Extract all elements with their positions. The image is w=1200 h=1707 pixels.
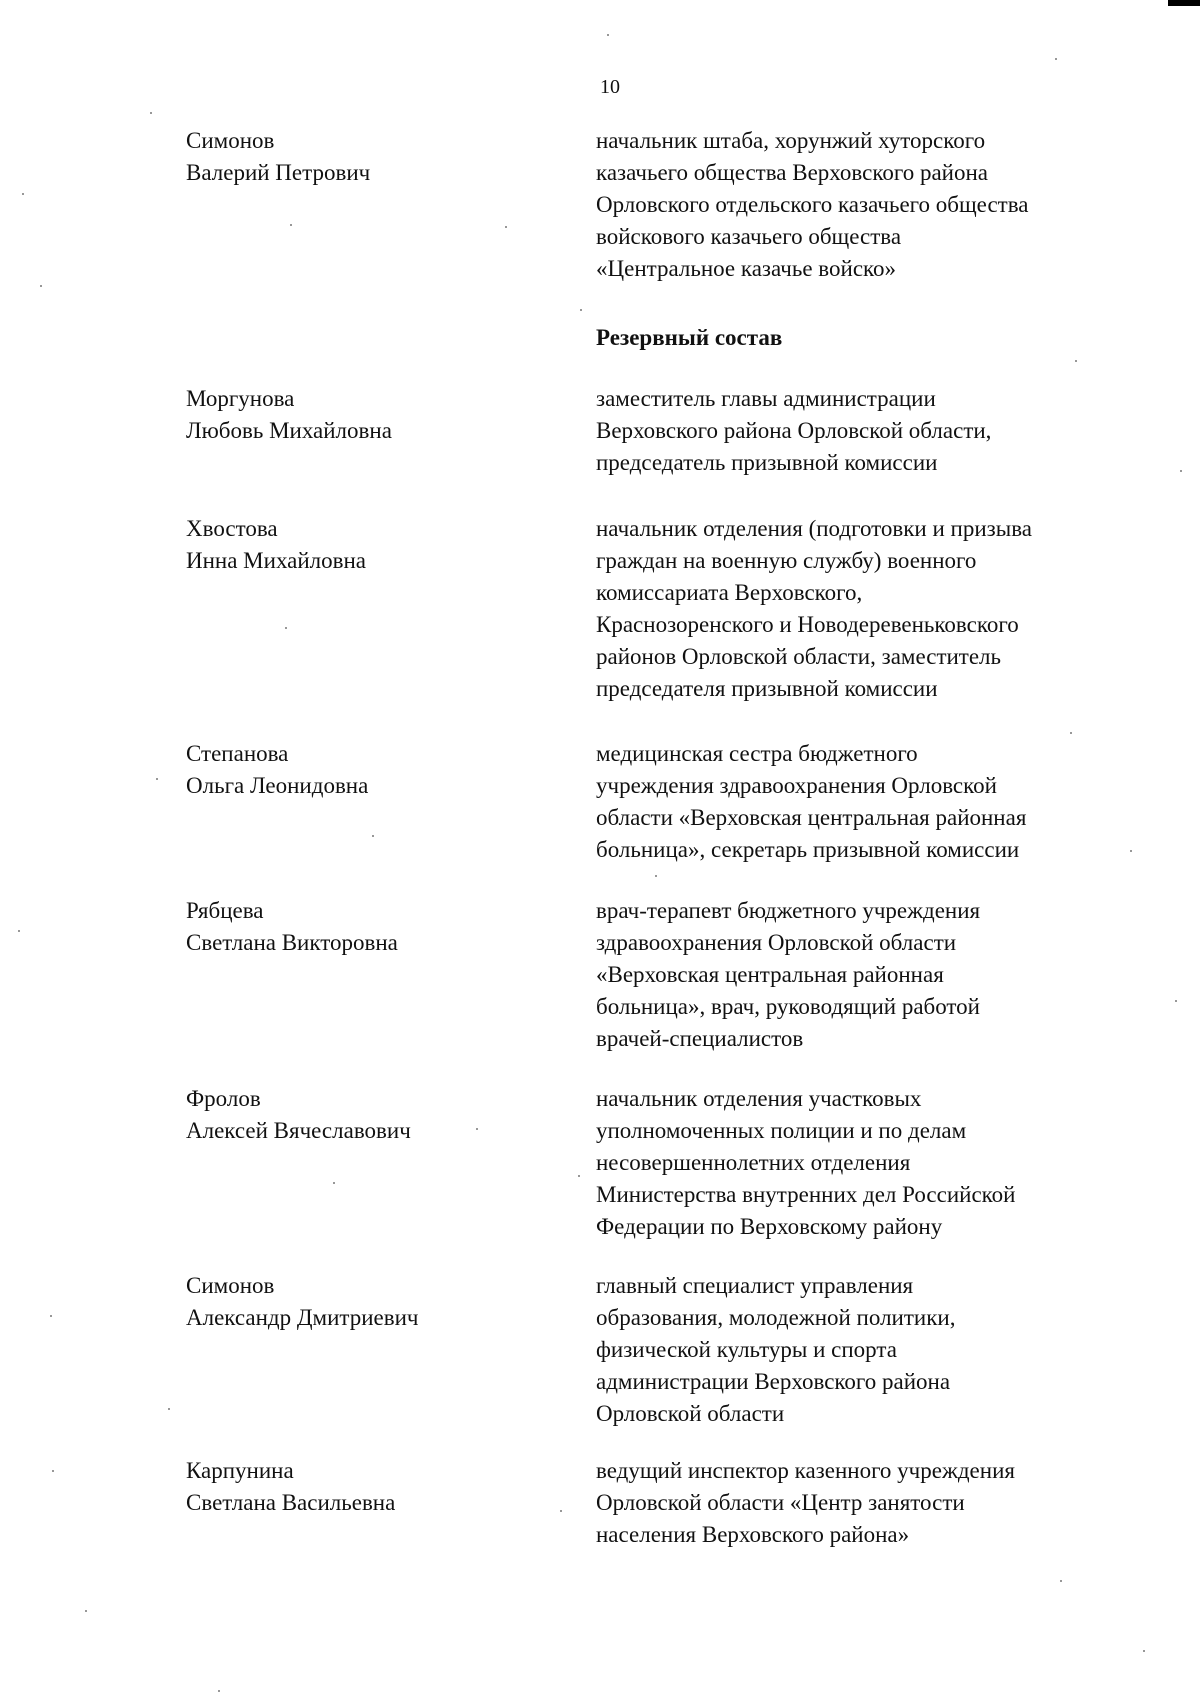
role-line: заместитель главы администрации [596, 386, 936, 411]
member-name [186, 1083, 566, 1147]
role-line: медицинская сестра бюджетного [596, 741, 918, 766]
scan-speck [372, 835, 374, 837]
surname: Степанова [186, 741, 289, 766]
scan-speck [578, 1175, 580, 1177]
member-name [186, 738, 566, 802]
scan-speck [1180, 470, 1182, 472]
role-line: главный специалист управления [596, 1273, 914, 1298]
given-names: Любовь Михайловна [186, 418, 392, 443]
scan-speck [655, 875, 657, 877]
role-line: казачьего общества Верховского района [596, 160, 989, 185]
given-names: Светлана Викторовна [186, 930, 398, 955]
scan-speck [607, 34, 609, 36]
scan-speck [52, 1470, 54, 1472]
scan-speck [18, 930, 20, 932]
scan-speck [1143, 1650, 1145, 1652]
given-names: Ольга Леонидовна [186, 773, 369, 798]
role-line: несовершеннолетних отделения [596, 1150, 911, 1175]
member-role [596, 1083, 1156, 1243]
role-line: Орловской области «Центр занятости [596, 1490, 965, 1515]
surname: Симонов [186, 1273, 275, 1298]
role-line: Орловской области [596, 1401, 785, 1426]
scan-speck [150, 112, 152, 114]
member-name [186, 383, 566, 447]
scan-speck [1075, 360, 1077, 362]
member-name [186, 1455, 566, 1519]
scan-speck [1060, 1580, 1062, 1582]
role-line: председатель призывной комиссии [596, 450, 938, 475]
member-name [186, 895, 566, 959]
role-line: ведущий инспектор казенного учреждения [596, 1458, 1015, 1483]
scan-corner-mark [1168, 0, 1200, 6]
scan-speck [333, 1182, 335, 1184]
role-line: образования, молодежной политики, [596, 1305, 956, 1330]
given-names: Алексей Вячеславович [186, 1118, 411, 1143]
role-line: граждан на военную службу) военного [596, 548, 977, 573]
member-role [596, 895, 1156, 1055]
reserve-heading: Резервный состав [596, 325, 783, 350]
member-role [596, 125, 1156, 285]
role-line: Орловского отдельского казачьего общества [596, 192, 1029, 217]
role-line: начальник отделения участковых [596, 1086, 922, 1111]
scan-speck [22, 193, 24, 195]
member-name [186, 513, 566, 577]
role-line: Федерации по Верховскому району [596, 1214, 943, 1239]
role-line: войскового казачьего общества [596, 224, 902, 249]
surname: Карпунина [186, 1458, 294, 1483]
scan-speck [1070, 732, 1072, 734]
scan-speck [50, 1315, 52, 1317]
role-line: районов Орловской области, заместитель [596, 644, 1002, 669]
role-line: больница», секретарь призывной комиссии [596, 837, 1020, 862]
surname: Фролов [186, 1086, 261, 1111]
scan-speck [156, 778, 158, 780]
given-names: Инна Михайловна [186, 548, 367, 573]
scan-speck [218, 1690, 220, 1692]
role-line: «Верховская центральная районная [596, 962, 944, 987]
member-name [186, 125, 566, 189]
surname: Моргунова [186, 386, 295, 411]
role-line: населения Верховского района» [596, 1522, 910, 1547]
scan-speck [505, 226, 507, 228]
role-line: «Центральное казачье войско» [596, 256, 897, 281]
member-role [596, 383, 1156, 479]
scan-speck [1055, 58, 1057, 60]
scan-speck [168, 1408, 170, 1410]
role-line: Министерства внутренних дел Российской [596, 1182, 1016, 1207]
member-role [596, 738, 1156, 866]
scan-speck [85, 1610, 87, 1612]
role-line: врач-терапевт бюджетного учреждения [596, 898, 981, 923]
role-line: больница», врач, руководящий работой [596, 994, 980, 1019]
scan-speck [285, 627, 287, 629]
scan-speck [1130, 850, 1132, 852]
scan-speck [580, 309, 582, 311]
scan-speck [40, 285, 42, 287]
member-role [596, 1455, 1156, 1551]
role-line: врачей-специалистов [596, 1026, 804, 1051]
role-line: председателя призывной комиссии [596, 676, 938, 701]
scan-speck [476, 1128, 478, 1130]
role-line: области «Верховская центральная районная [596, 805, 1027, 830]
role-line: начальник штаба, хорунжий хуторского [596, 128, 986, 153]
scan-speck [1175, 1000, 1177, 1002]
role-line: физической культуры и спорта [596, 1337, 897, 1362]
surname: Рябцева [186, 898, 264, 923]
member-role [596, 1270, 1156, 1430]
given-names: Валерий Петрович [186, 160, 371, 185]
role-line: уполномоченных полиции и по делам [596, 1118, 967, 1143]
role-line: Верховского района Орловской области, [596, 418, 992, 443]
role-line: начальник отделения (подготовки и призыва [596, 516, 1032, 541]
member-role [596, 513, 1156, 705]
given-names: Александр Дмитриевич [186, 1305, 419, 1330]
role-line: Краснозоренского и Новодеревеньковского [596, 612, 1019, 637]
surname: Симонов [186, 128, 275, 153]
surname: Хвостова [186, 516, 278, 541]
page-number: 10 [600, 76, 620, 98]
scan-speck [560, 1510, 562, 1512]
given-names: Светлана Васильевна [186, 1490, 396, 1515]
member-name [186, 1270, 566, 1334]
role-line: учреждения здравоохранения Орловской [596, 773, 997, 798]
scan-speck [290, 224, 292, 226]
role-line: администрации Верховского района [596, 1369, 951, 1394]
role-line: здравоохранения Орловской области [596, 930, 957, 955]
role-line: комиссариата Верховского, [596, 580, 863, 605]
